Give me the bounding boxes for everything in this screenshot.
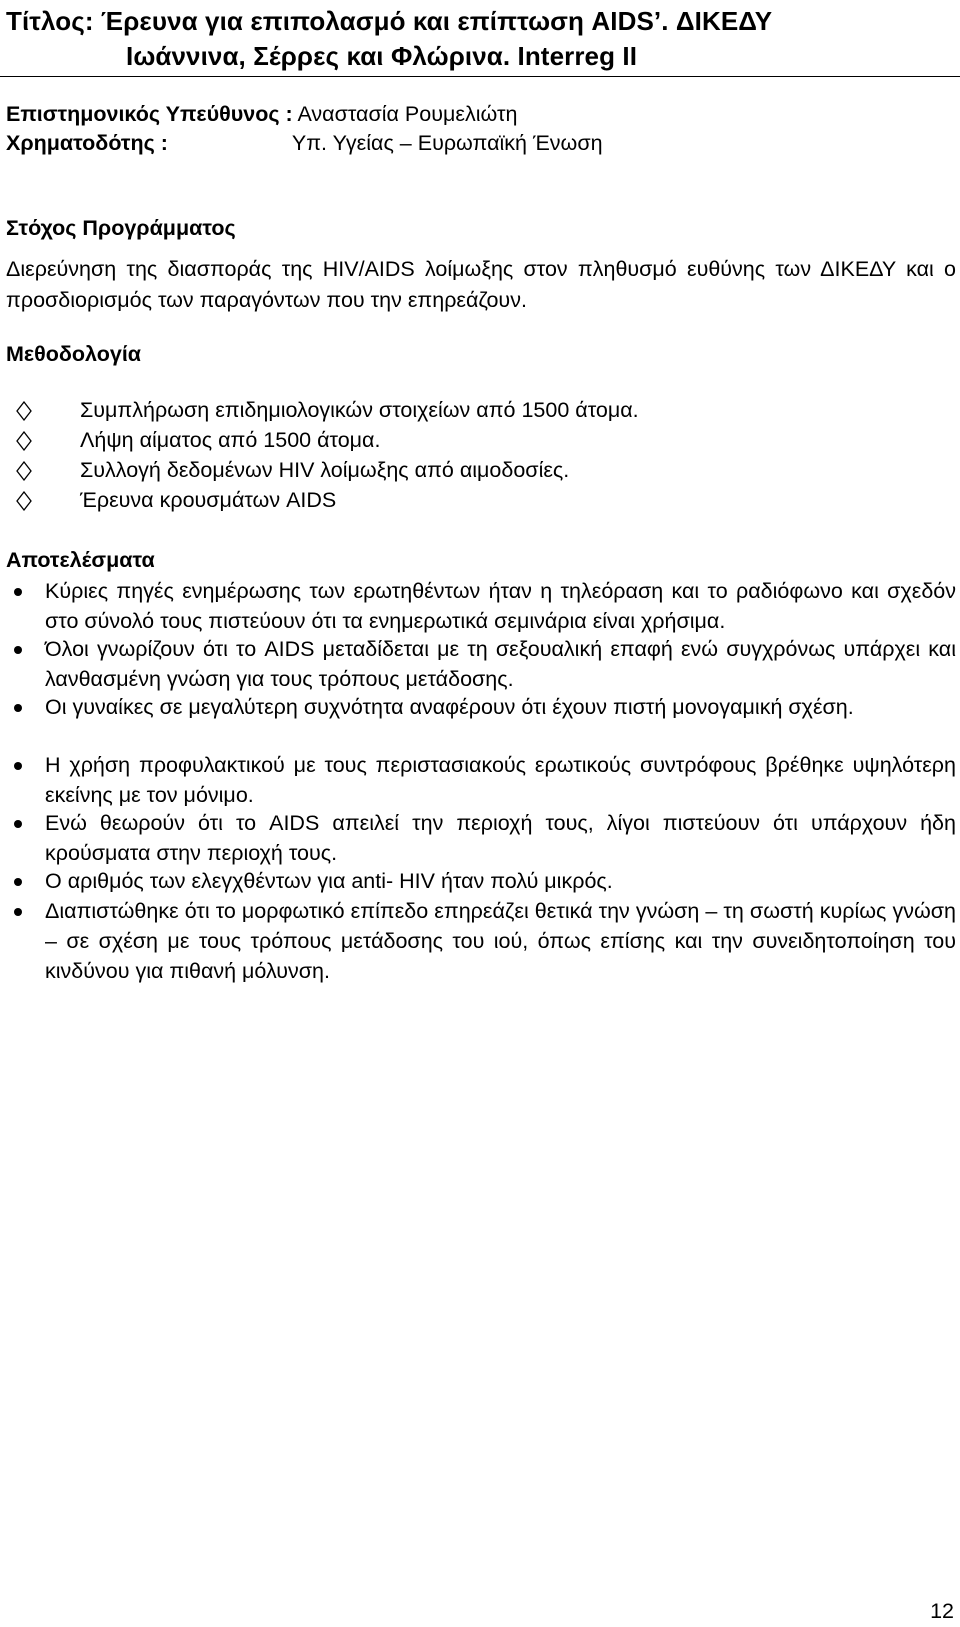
result-item-text: Όλοι γνωρίζουν ότι το AIDS μεταδίδεται με τη σεξουαλική επαφή ενώ συγχρόνως υπάρχει και λανθασμένη γνώση για τους τρόπους μετάδοσης. bbox=[45, 637, 956, 691]
diamond-outline-icon bbox=[14, 491, 34, 511]
list-item bbox=[0, 485, 960, 516]
result-item-text: Ο αριθμός των ελεγχθέντων για anti- HIV ήταν πολύ μικρός. bbox=[45, 869, 613, 893]
result-item-text: Ενώ θεωρούν ότι το AIDS απειλεί την περιοχή τους, λίγοι πιστεύουν ότι υπάρχουν ήδη κρούσματα στην περιοχή τους. bbox=[45, 811, 956, 865]
bullet-icon bbox=[14, 588, 22, 596]
diamond-outline-icon bbox=[14, 431, 34, 451]
methodology-item-text: Συλλογή δεδομένων HIV λοίμωξης από αιμοδοσίες. bbox=[80, 458, 570, 482]
supervisor-value: Αναστασία Ρουμελιώτη bbox=[297, 102, 518, 126]
result-item-text: Οι γυναίκες σε μεγαλύτερη συχνότητα αναφέρουν ότι έχουν πιστή μονογαμική σχέση. bbox=[45, 695, 854, 719]
funder-value: Υπ. Υγείας – Ευρωπαϊκή Ένωση bbox=[291, 131, 603, 155]
methodology-item-text: Συμπλήρωση επιδημιολογικών στοιχείων από 1500 άτομα. bbox=[80, 398, 639, 422]
title-line-2: Ιωάννινα, Σέρρες και Φλώρινα. Interreg II bbox=[126, 41, 638, 71]
document-title bbox=[6, 4, 956, 74]
list-item bbox=[0, 395, 960, 426]
methodology-heading: Μεθοδολογία bbox=[6, 342, 142, 366]
funder-label: Χρηματοδότης : bbox=[6, 131, 168, 155]
results-heading: Αποτελέσματα bbox=[6, 548, 155, 572]
bullet-icon bbox=[14, 878, 22, 886]
methodology-item-text: Λήψη αίματος από 1500 άτομα. bbox=[80, 428, 381, 452]
list-item bbox=[0, 425, 960, 456]
diamond-outline-icon bbox=[14, 401, 34, 421]
title-line-1: Τίτλος: Έρευνα για επιπολασμό και επίπτωση AIDS’. ΔΙΚΕΔΥ bbox=[6, 6, 773, 36]
bullet-icon bbox=[14, 646, 22, 654]
page-number: 12 bbox=[930, 1599, 954, 1623]
title-divider bbox=[0, 76, 960, 77]
objective-heading: Στόχος Προγράμματος bbox=[6, 216, 236, 240]
supervisor-label: Επιστημονικός Υπεύθυνος : bbox=[6, 102, 293, 126]
result-item-text: Η χρήση προφυλακτικού με τους περιστασιακούς ερωτικούς συντρόφους βρέθηκε υψηλότερη εκείνης με τον μόνιμο. bbox=[45, 753, 956, 807]
result-item-text: Κύριες πηγές ενημέρωσης των ερωτηθέντων ήταν η τηλεόραση και το ραδιόφωνο και σχεδόν στο σύνολό τους πιστεύουν ότι τα ενημερωτικά σεμινάρια είναι χρήσιμα. bbox=[45, 579, 956, 633]
result-item-text: Διαπιστώθηκε ότι το μορφωτικό επίπεδο επηρεάζει θετικά την γνώση – τη σωστή κυρίως γνώση – σε σχέση με τους τρόπους μετάδοσης του ιού, όπως επίσης και την συνειδητοποίηση του κινδύνου για πιθανή μόλυνση. bbox=[45, 899, 956, 983]
diamond-outline-icon bbox=[14, 461, 34, 481]
bullet-icon bbox=[14, 704, 22, 712]
bullet-icon bbox=[14, 820, 22, 828]
methodology-item-text: Έρευνα κρουσμάτων AIDS bbox=[80, 488, 337, 512]
objective-text: Διερεύνηση της διασποράς της HIV/AIDS λοίμωξης στον πληθυσμό ευθύνης των ΔΙΚΕΔΥ και ο προσδιορισμός των παραγόντων που την επηρεάζουν. bbox=[6, 257, 956, 312]
funder-line bbox=[6, 129, 603, 158]
bullet-icon bbox=[14, 762, 22, 770]
supervisor-line bbox=[6, 100, 517, 129]
list-item bbox=[0, 455, 960, 486]
bullet-icon bbox=[14, 908, 22, 916]
